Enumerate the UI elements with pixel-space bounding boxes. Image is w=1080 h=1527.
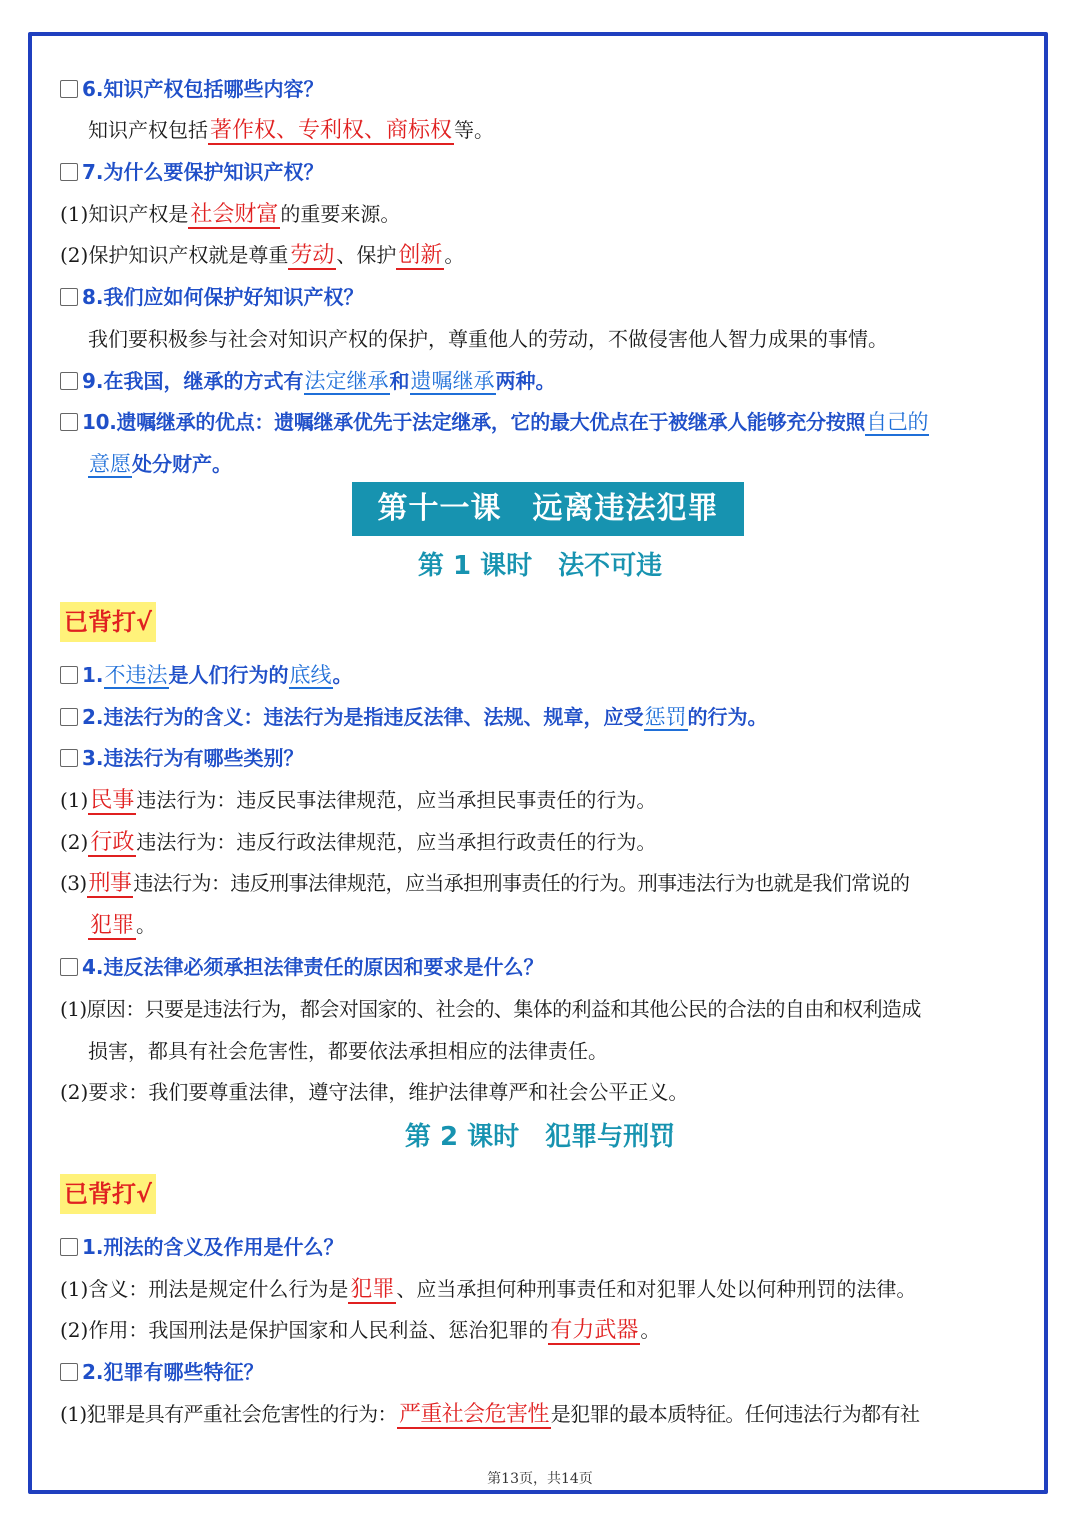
checkbox[interactable] — [60, 1363, 78, 1381]
section-1-title: 第 1 课时 法不可违 — [417, 551, 663, 581]
s1-answer-3-line-3-cont: 犯罪 。 — [90, 913, 157, 938]
s1-question-1: 1.不违法是人们行为的底线。 — [60, 658, 1028, 692]
s1-answer-4-line-2: (2)要求：我们要尊重法律，遵守法律，维护法律尊严和社会公平正义。 — [60, 1080, 689, 1104]
checkbox[interactable] — [60, 958, 78, 976]
checkbox[interactable] — [60, 80, 78, 98]
checkbox[interactable] — [60, 163, 78, 181]
question-7: 7.为什么要保护知识产权？ — [60, 155, 1028, 189]
s1-question-2: 2.违法行为的含义：违法行为是指违反法律、法规、规章，应受惩罚的行为。 — [60, 700, 1028, 734]
question-9: 9.在我国，继承的方式有法定继承和遗嘱继承两种。 — [60, 364, 1028, 398]
s1-answer-3-line-3: (3)刑事 违法行为：违反刑事法律规范，应当承担刑事责任的行为。刑事违法行为也就是我们常说的 — [60, 871, 910, 896]
s1-answer-4-line-1-cont: 损害，都具有社会危害性，都要依法承担相应的法律责任。 — [88, 1039, 608, 1063]
checkbox[interactable] — [60, 372, 78, 390]
section-2-title: 第 2 课时 犯罪与刑罚 — [404, 1122, 676, 1152]
s2-question-2: 2.犯罪有哪些特征？ — [60, 1355, 1028, 1389]
s1-answer-3-line-1: (1)民事 违法行为：违反民事法律规范，应当承担民事责任的行为。 — [60, 788, 657, 813]
checkbox[interactable] — [60, 666, 78, 684]
lesson-title: 第十一课 远离违法犯罪 — [352, 482, 744, 536]
s2-answer-1-line-1: (1)含义：刑法是规定什么行为是犯罪 、应当承担何种刑事责任和对犯罪人处以何种刑罚的法律。 — [60, 1277, 917, 1302]
checkbox[interactable] — [60, 749, 78, 767]
s2-question-1: 1.刑法的含义及作用是什么？ — [60, 1230, 1028, 1264]
checkbox[interactable] — [60, 413, 78, 431]
question-10-cont: 意愿处分财产。 — [89, 452, 232, 476]
question-8: 8.我们应如何保护好知识产权？ — [60, 280, 1028, 314]
memorized-badge: 已背打√ — [60, 602, 156, 642]
checkbox[interactable] — [60, 288, 78, 306]
s1-answer-3-line-2: (2)行政 违法行为：违反行政法律规范，应当承担行政责任的行为。 — [60, 830, 657, 855]
answer-7-line-2: (2)保护知识产权就是尊重劳动 、保护创新 。 — [60, 243, 465, 268]
s1-question-3: 3.违法行为有哪些类别？ — [60, 741, 1028, 775]
answer-8: 我们要积极参与社会对知识产权的保护，尊重他人的劳动，不做侵害他人智力成果的事情。 — [88, 327, 888, 351]
answer-6: 知识产权包括著作权、专利权、商标权 等。 — [88, 118, 495, 143]
question-6: 6.知识产权包括哪些内容？ — [60, 72, 1028, 106]
s2-answer-2-line-1: (1)犯罪是具有严重社会危害性的行为：严重社会危害性 是犯罪的最本质特征。任何违法行为都有社 — [60, 1402, 920, 1427]
answer-7-line-1: (1)知识产权是社会财富 的重要来源。 — [60, 202, 401, 227]
s1-answer-4-line-1: (1)原因：只要是违法行为，都会对国家的、社会的、集体的利益和其他公民的合法的自由和权利造成 — [60, 997, 921, 1021]
s1-question-4: 4.违反法律必须承担法律责任的原因和要求是什么？ — [60, 950, 1028, 984]
question-10: 10.遗嘱继承的优点：遗嘱继承优先于法定继承，它的最大优点在于被继承人能够充分按照自己的 — [60, 405, 1028, 439]
checkbox[interactable] — [60, 708, 78, 726]
memorized-badge: 已背打√ — [60, 1174, 156, 1214]
page-number: 第13页，共14页 — [487, 1471, 593, 1487]
checkbox[interactable] — [60, 1238, 78, 1256]
s2-answer-1-line-2: (2)作用：我国刑法是保护国家和人民利益、惩治犯罪的有力武器 。 — [60, 1318, 661, 1343]
